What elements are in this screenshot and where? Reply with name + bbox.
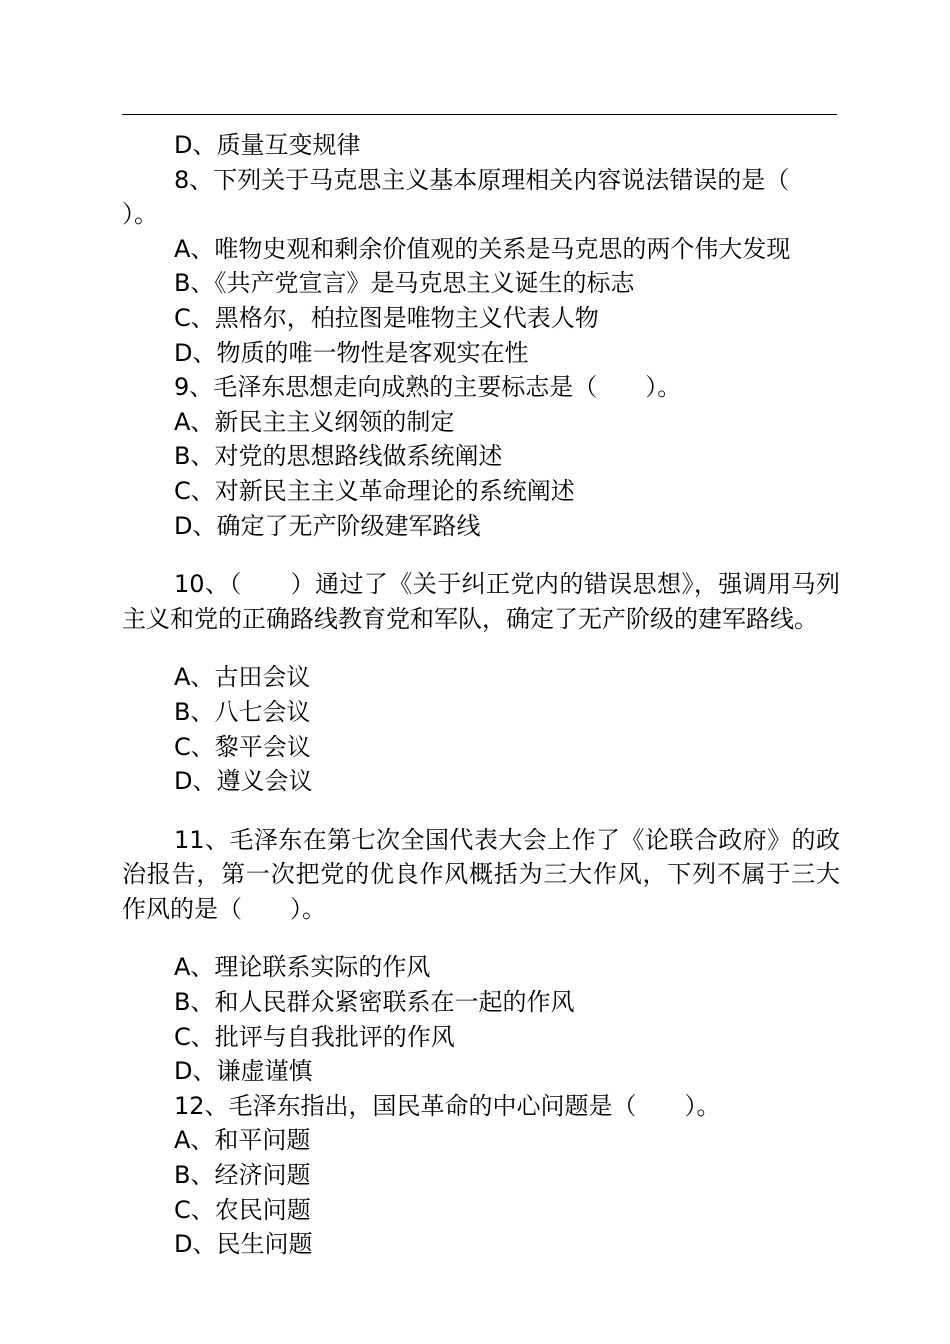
question-10: 10、（ ）通过了《关于纠正党内的错误思想》，强调用马列主义和党的正确路线教育党和军队，确定了无产阶级的建军路线。 [122,570,840,633]
option-7d: D、质量互变规律 [174,131,361,159]
question-9: 9、毛泽东思想走向成熟的主要标志是（ ）。 [174,373,682,402]
option-11b: B、和人民群众紧密联系在一起的作风 [174,988,575,1017]
option-12a: A、和平问题 [174,1126,311,1155]
option-10d: D、遵义会议 [174,767,313,796]
option-12b: B、经济问题 [174,1161,311,1190]
option-9b: B、对党的思想路线做系统阐述 [174,442,503,471]
document-body [122,128,840,1262]
option-8c: C、黑格尔，柏拉图是唯物主义代表人物 [174,303,599,332]
option-10b: B、八七会议 [174,697,311,726]
option-9a: A、新民主主义纲领的制定 [174,407,455,436]
option-11d: D、谦虚谨慎 [174,1057,313,1086]
option-10c: C、黎平会议 [174,732,311,761]
option-11c: C、批评与自我批评的作风 [174,1022,455,1051]
option-9c: C、对新民主主义革命理论的系统阐述 [174,476,575,505]
option-11a: A、理论联系实际的作风 [174,953,431,982]
question-11: 11、毛泽东在第七次全国代表大会上作了《论联合政府》的政治报告，第一次把党的优良作风概括为三大作风，下列不属于三大作风的是（ ）。 [122,825,840,923]
header-rule [122,114,837,115]
option-10a: A、古田会议 [174,663,311,692]
question-8-continuation: ）。 [122,200,158,229]
option-8d: D、物质的唯一物性是客观实在性 [174,338,529,367]
option-9d: D、确定了无产阶级建军路线 [174,511,481,540]
question-8: 8、下列关于马克思主义基本原理相关内容说法错误的是（ [174,165,790,194]
option-8a: A、唯物史观和剩余价值观的关系是马克思的两个伟大发现 [174,234,791,263]
option-12c: C、农民问题 [174,1195,311,1224]
option-12d: D、民生问题 [174,1230,313,1259]
question-12: 12、毛泽东指出，国民革命的中心问题是（ ）。 [174,1091,721,1120]
option-8b: B、《共产党宣言》是马克思主义诞生的标志 [174,269,635,298]
